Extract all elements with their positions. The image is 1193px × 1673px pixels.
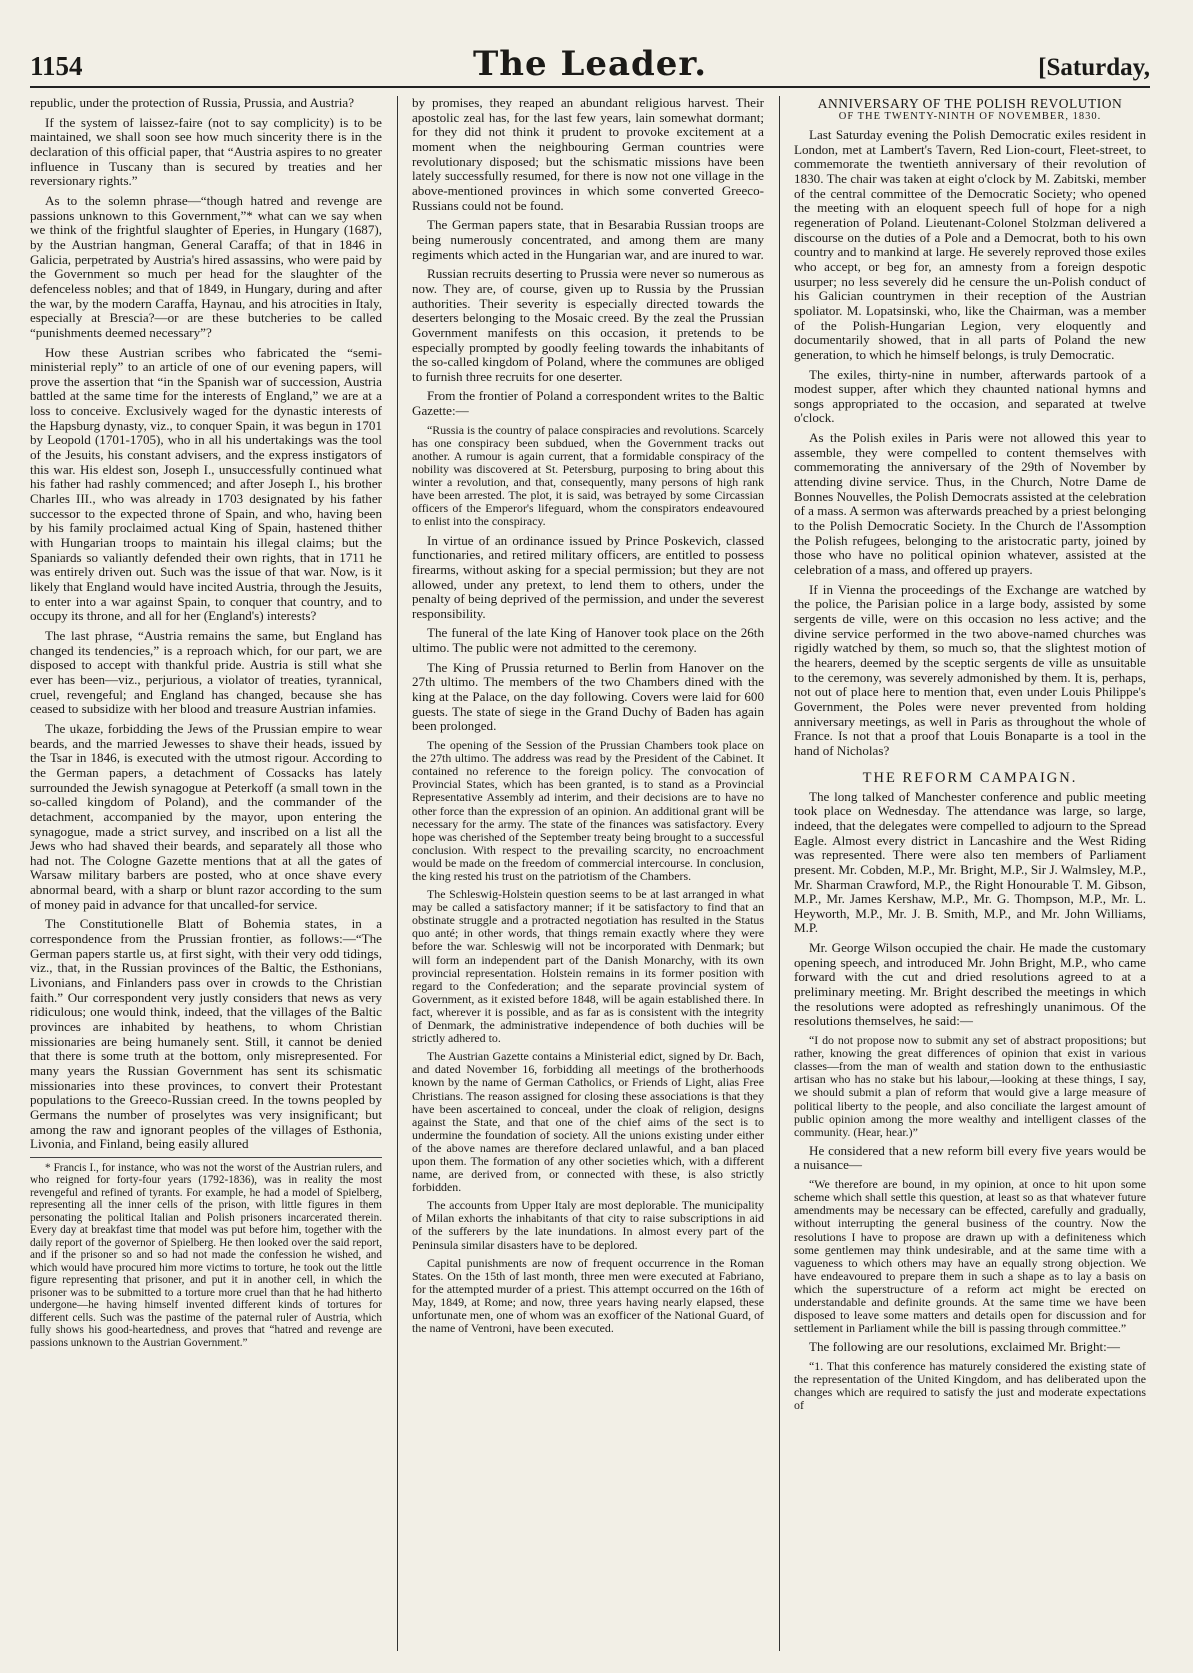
column-rule bbox=[397, 96, 398, 1651]
paragraph: The opening of the Session of the Prussian Chambers took place on the 27th ultimo. The address was read by the President of the Cabinet. It contained no reference to the foreign policy. The convocation of Provincial States, which has been granted, is to stand as a Provincial Representative Assembly ad interim, and their decisions are to have no other force than the expression of an opinion. An additional grant will be necessary for the army. The state of the finances was satisfactory. Every hope was cherished of the September treaty being brought to a successful conclusion. With respect to the prevailing scarcity, no encroachment would be made on the freedom of commercial intercourse. In conclusion, the king rested his trust on the patriotism of the Chambers. bbox=[412, 738, 764, 883]
paragraph: The following are our resolutions, exclaimed Mr. Bright:— bbox=[809, 1339, 1120, 1355]
paragraph: The accounts from Upper Italy are most deplorable. The municipality of Milan exhorts the inhabitants of that city to raise subscriptions in aid of the sufferers by the late inundations. In almost every part of the Peninsula similar disasters have to be deplored. bbox=[412, 1198, 764, 1252]
paragraph: The funeral of the late King of Hanover took place on the 26th ultimo. The public were not admitted to the ceremony. bbox=[412, 625, 764, 656]
quotation: “We therefore are bound, in my opinion, at once to hit upon some scheme which shall settle this question, at least so as that whatever future amendments may be necessary can be effected, carefully and gradually, without interrupting the general business of the country. Now the resolutions I have to propose are drawn up with a definiteness which some gentlemen may think undesirable, and at the same time with a vagueness to which others may have an equally strong objection. We have endeavoured to prepare them in such a shape as to lay a basis on which the superstructure of a reform act might be erected on understandable and definite grounds. At the same time we have been disposed to leave some matters and details open for discussion and for settlement in Parliament while the bill is passing through committee.” bbox=[794, 1177, 1146, 1336]
section-heading: THE REFORM CAMPAIGN. bbox=[862, 769, 1078, 786]
paragraph: How these Austrian scribes who fabricated the “semi-ministerial reply” to an article of one of our evening papers, will prove the assertion that “in the Spanish war of succession, Austria battled at the same time for the interests of England,” we are at a loss to conceive. Exclusively waged for the dynastic interests of the Hapsburg dynasty, viz., to conquer Spain, it was begun in 1701 by Leopold (1701-1705), who in all his undertakings was the tool of the Jesuits, his constant advisers, and the express instigators of this war. His eldest son, Joseph I., unsuccessfully continued what his father had rashly commenced; and after Joseph I., his brother Charles III., who was already in 1703 designated by his father successor to the expected throne of Spain, and who, having been by his family proclaimed actual King of Spain, hastened thither with Hungarian troops to maintain his illegal claims; but the Spaniards so valiantly defended their own rights, that in 1711 he was entirely driven out. Such was the issue of that war. Now, is it likely that England would have incited Austria, through the Jesuits, to enter into a war against Spain, to conquer that country, and to occupy its throne, and all for her (England's) interests? bbox=[30, 344, 382, 624]
paragraph: Capital punishments are now of frequent occurrence in the Roman States. On the 15th of last month, three men were executed at Fabriano, for the attempted murder of a priest. This attempt occurred on the 16th of May, 1849, at Rome; and now, three years having nearly elapsed, these unfortunate men, one of whom was an exofficer of the National Guard, of the name of Ventroni, have been executed. bbox=[412, 1255, 764, 1336]
section-heading: ANNIVERSARY OF THE POLISH REVOLUTION bbox=[817, 96, 1123, 111]
paragraph: republic, under the protection of Russia, Prussia, and Austria? bbox=[30, 96, 354, 110]
paragraph: If in Vienna the proceedings of the Exchange are watched by the police, the Parisian police in a large body, assisted by some sergents de ville, were on this occasion no less active; and the divine service performed in the two above-named churches was rigidly watched by them, so much so, that the slightest motion of the hearers, deemed by the sceptic sergents de ville as unsuitable to the ceremony, was severely admonished by them. It is, perhaps, not out of place here to mention that, even under Louis Philippe's Government, the Poles were never prevented from holding anniversary meetings, as well in Paris as throughout the whole of France. Is not that a proof that Louis Bonaparte is a tool in the hand of Nicholas? bbox=[794, 581, 1146, 758]
footnote: * Francis I., for instance, who was not the worst of the Austrian rulers, and who reigned for forty-four years (1792-1836), was in reality the most revengeful and refined of tyrants. For example, he had a model of Spielberg, representing all the inner cells of the prison, with little figures in them personating the political Italian and Polish prisoners incarcerated therein. Every day at breakfast time that model was put before him, together with the daily report of the governor of Spielberg. He then looked over the said report, and if the prisoner so and so had not made the confession he wished, and which would have procured him more victims to torture, he took out the little figure representing that prisoner, and put it in another cell, in which the prisoner was to be submitted to a torture more cruel than that he had hitherto undergone—he having himself invented different kinds of tortures for different cells. Such was the pastime of the paternal ruler of Austria, which fully shows his good-heartedness, and proves that “hatred and revenge are passions unknown to the Austrian Government.” bbox=[30, 1157, 382, 1350]
column-rule bbox=[779, 96, 780, 1651]
paragraph: The Austrian Gazette contains a Ministerial edict, signed by Dr. Bach, and dated November 16, forbidding all meetings of the brotherhoods known by the name of German Catholics, or Friends of Light, alias Free Christians. The reason assigned for closing these associations is that they have been ascertained to conceal, under the cloak of religion, designs against the State, and that one of the chief aims of the sect is to undermine the foundation of society. All the unions existing under either of the above names are therefore declared unlawful, and a ban placed upon them. The formation of any other societies which, with a different name, are derived from, or connected with these, is also strictly forbidden. bbox=[412, 1049, 764, 1195]
paragraph: The last phrase, “Austria remains the same, but England has changed its tendencies,” is a reproach which, for our part, we are disposed to accept with thankful pride. Austria is still what she ever has been—viz., perjurious, a violator of treaties, tyrannical, cruel, revengeful; and England has changed, because she has ceased to subsidize with her blood and treasure Austrian infamies. bbox=[30, 627, 382, 717]
quotation: “1. That this conference has maturely considered the existing state of the representation of the United Kingdom, and has deliberated upon the changes which are required to satisfy the just and moderate expectations of bbox=[794, 1358, 1146, 1413]
page-number: 1154 bbox=[30, 51, 83, 81]
paragraph: From the frontier of Poland a correspondent writes to the Baltic Gazette:— bbox=[412, 388, 764, 419]
paragraph: Russian recruits deserting to Prussia were never so numerous as now. They are, of course, given up to Russia by the Prussian authorities. Their severity is especially directed towards the deserters belonging to the Mosaic creed. By the zeal the Prussian Government manifests on this occasion, it pretends to be especially prompted by goodly feeling towards the inhabitants of the so-called kingdom of Poland, where the communes are obliged to furnish three recruits for one deserter. bbox=[412, 266, 764, 384]
paragraph: As the Polish exiles in Paris were not allowed this year to assemble, they were compelled to content themselves with commemorating the anniversary of the 29th of November by attending divine service. Thus, in the Church, Notre Dame de Bonnes Nouvelles, the Polish Democrats assisted at the celebration of a mass. A sermon was afterwards preached by a priest belonging to the Polish Democratic Society. In the Church de l'Assomption the Polish refugees, belonging to the aristocratic party, joined by those who have no political opinion whatever, assisted at the celebration of a mass, and offered up prayers. bbox=[794, 430, 1146, 578]
issue-day: [Saturday, bbox=[1038, 54, 1150, 81]
masthead bbox=[30, 40, 1150, 88]
paragraph: The long talked of Manchester conference and public meeting took place on Wednesday. The attendance was large, so large, indeed, that the delegates were compelled to adjourn to the Spread Eagle. Almost every district in Lancashire and the West Riding was represented. There were also ten members of Parliament present. Mr. Cobden, M.P., Mr. Bright, M.P., Sir J. Walmsley, M.P., Mr. Sharman Crawford, M.P., the Right Honourable T. M. Gibson, M.P., Mr. James Kershaw, M.P., Mr. G. Thompson, M.P., Mr. L. Heyworth, M.P., Mr. J. B. Smith, M.P., and Mr. John Williams, M.P. bbox=[794, 788, 1146, 936]
column-1 bbox=[30, 96, 382, 1656]
paragraph: by promises, they reaped an abundant religious harvest. Their apostolic zeal has, for the last few years, lain somewhat dormant; for they did not think it prudent to provoke excitement at a moment when the neighbouring German countries were revolutionary disposed; but the schismatic missions have been lately successfully resumed, for there is now not one village in the above-mentioned provinces in which some converted Greeco-Russians could not be found. bbox=[412, 96, 764, 213]
paragraph: The Schleswig-Holstein question seems to be at last arranged in what may be called a satisfactory manner; if it be satisfactory to find that an obstinate struggle and a protracted negotiation has resulted in the Status quo anté; in other words, that things remain exactly where they were before the war. Schleswig will not be incorporated with Denmark; but will form an independent part of the Danish Monarchy, with its own provincial representation. Holstein remains in its former position with regard to the Confederation; and the separate provincial system of Government, as it existed before 1848, will be again established there. In fact, wherever it is possible, and as far as is consistent with the integrity of Denmark, the administrative independence of both duchies will be strictly adhered to. bbox=[412, 887, 764, 1046]
paragraph: Last Saturday evening the Polish Democratic exiles resident in London, met at Lambert's Tavern, Red Lion-court, Fleet-street, to commemorate the twentieth anniversary of their revolution of 1830. The chair was taken at eight o'clock by M. Zabitski, member of the central committee of the Democratic Society; who opened the meeting with an eloquent speech full of hope for a nigh regeneration of Poland. Lieutenant-Colonel Stolzman delivered a discourse on the duties of a Pole and a Democrat, both to his own country and to mankind at large. He severely reproved those exiles who accept, or beg for, an amnesty from a foreign despotic usurper; no less severely did he censure the un-Polish conduct of his Galician countrymen in their reception of the Austrian spoliator. M. Lopatsinski, who, like the Chairman, was a member of the Polish-Hungarian Legion, very eloquently and documentarily showed, that in all parts of Poland the new generation, to which he himself belongs, is truly Democratic. bbox=[794, 127, 1146, 362]
paragraph: The exiles, thirty-nine in number, afterwards partook of a modest supper, after which they chaunted national hymns and songs appropriated to the occasion, and separated at twelve o'clock. bbox=[794, 366, 1146, 426]
paragraph: If the system of laissez-faire (not to say complicity) is to be maintained, we shall soon see how much sincerity there is in the declaration of this official paper, that “Austria aspires to no greater influence in Tuscany than is secured by treaties and her reversionary rights.” bbox=[30, 114, 382, 189]
paragraph: The King of Prussia returned to Berlin from Hanover on the 27th ultimo. The members of the two Chambers dined with the king at the Palace, on the day following. Covers were laid for 600 guests. The state of siege in the Grand Duchy of Baden has again been prolonged. bbox=[412, 659, 764, 734]
paragraph: As to the solemn phrase—“though hatred and revenge are passions unknown to this Government,”* what can we say when we think of the frightful slaughter of Eperies, in Hungary (1687), by the Austrian hangman, General Caraffa; of that in 1846 in Galicia, perpetrated by Austria's hired assassins, who were paid by the Government so much per head for the slaughter of the defenceless nobles; and that of 1849, in Hungary, during and after the war, by the modern Caraffa, Haynau, and his atrocities in Italy, especially at Brescia?—or are these butcheries to be called “punishments deemed necessary”? bbox=[30, 192, 382, 340]
paragraph: In virtue of an ordinance issued by Prince Poskevich, classed functionaries, and retired military officers, are entitled to possess firearms, without asking for a special permission; but they are not allowed, under any pretext, to lend them to others, under the penalty of being deprived of the permission, and under the severest responsibility. bbox=[412, 532, 764, 621]
paragraph: The Constitutionelle Blatt of Bohemia states, in a correspondence from the Prussian frontier, as follows:—“The German papers startle us, at first sight, with their very odd tidings, viz., that, in the Russian provinces of the Baltic, the Esthonians, Livonians, and Finlanders pass over in crowds to the Christian faith.” Our correspondent very justly considers that news as very ridiculous; one would think, indeed, that the villages of the Baltic provinces are inhabited by heathens, to whom Christian missionaries are being humanely sent. Still, it cannot be denied that there is some truth at the bottom, only misrepresented. For many years the Russian Government has sent its schismatic missionaries into these provinces, to convert their Protestant populations to the Greeco-Russian creed. In the towns peopled by Germans the number of proselytes was very insignificant; but among the raw and ignorant peoples of the villages of Esthonia, Livonia, and Finland, being easily allured bbox=[30, 916, 382, 1152]
quotation: “I do not propose now to submit any set of abstract propositions; but rather, knowing the great differences of opinion that exist in various classes—from the man of wealth and station down to the enthusiastic artisan who has no stake but his labour,—looking at these things, I say, we should submit a plan of reform that would give a large measure of political liberty to the people, and also conciliate the largest amount of public opinion among the more wealthy and intelligent classes of the community. (Hear, hear.)” bbox=[794, 1033, 1146, 1139]
paragraph: The German papers state, that in Besarabia Russian troops are being numerously concentrated, and among them are many regiments which acted in the Hungarian war, and are inured to war. bbox=[412, 217, 764, 262]
paragraph: Mr. George Wilson occupied the chair. He made the customary opening speech, and introduced Mr. John Bright, M.P., who came forward with the cut and dried resolutions agreed to at a preliminary meeting. Mr. Bright described the meetings in which the resolutions were adopted as refreshingly unanimous. Of the resolutions themselves, he said:— bbox=[794, 940, 1146, 1029]
newspaper-title: The Leader. bbox=[472, 44, 708, 84]
paragraph: The ukaze, forbidding the Jews of the Prussian empire to wear beards, and the married Jewesses to shave their heads, issued by the Tsar in 1846, is executed with the utmost rigour. According to the German papers, a detachment of Cossacks has lately surrounded the Jewish synagogue at Peterkoff (a small town in the so-called kingdom of Poland), and the commander of the detachment, accompanied by the mayor, upon entering the synagogue, made a strict survey, and inscribed on a list all the Jews who had shaved their beards, and separately all those who had not. The Cologne Gazette mentions that at all the gates of Warsaw military barbers are posted, who at once shave every abnormal beard, with a sharp or blunt razor according to the sum of money paid in advance for that uncalled-for service. bbox=[30, 720, 382, 912]
column-3 bbox=[794, 96, 1146, 1656]
column-2 bbox=[412, 96, 764, 1656]
quotation: “Russia is the country of palace conspiracies and revolutions. Scarcely has one conspiracy been subdued, when the Government tracks out another. A rumour is again current, that a formidable conspiracy of the nobility was discovered at St. Petersburg, purposing to bring about this winter a revolution, and that, consequently, many persons of high rank have been arrested. The plot, it is said, was betrayed by some Circassian officers of the Emperor's lifeguard, whom the conspirators endeavoured to enlist into the conspiracy. bbox=[412, 422, 764, 529]
paragraph: He considered that a new reform bill every five years would be a nuisance— bbox=[794, 1142, 1146, 1173]
section-subheading: OF THE TWENTY-NINTH OF NOVEMBER, 1830. bbox=[838, 111, 1102, 122]
